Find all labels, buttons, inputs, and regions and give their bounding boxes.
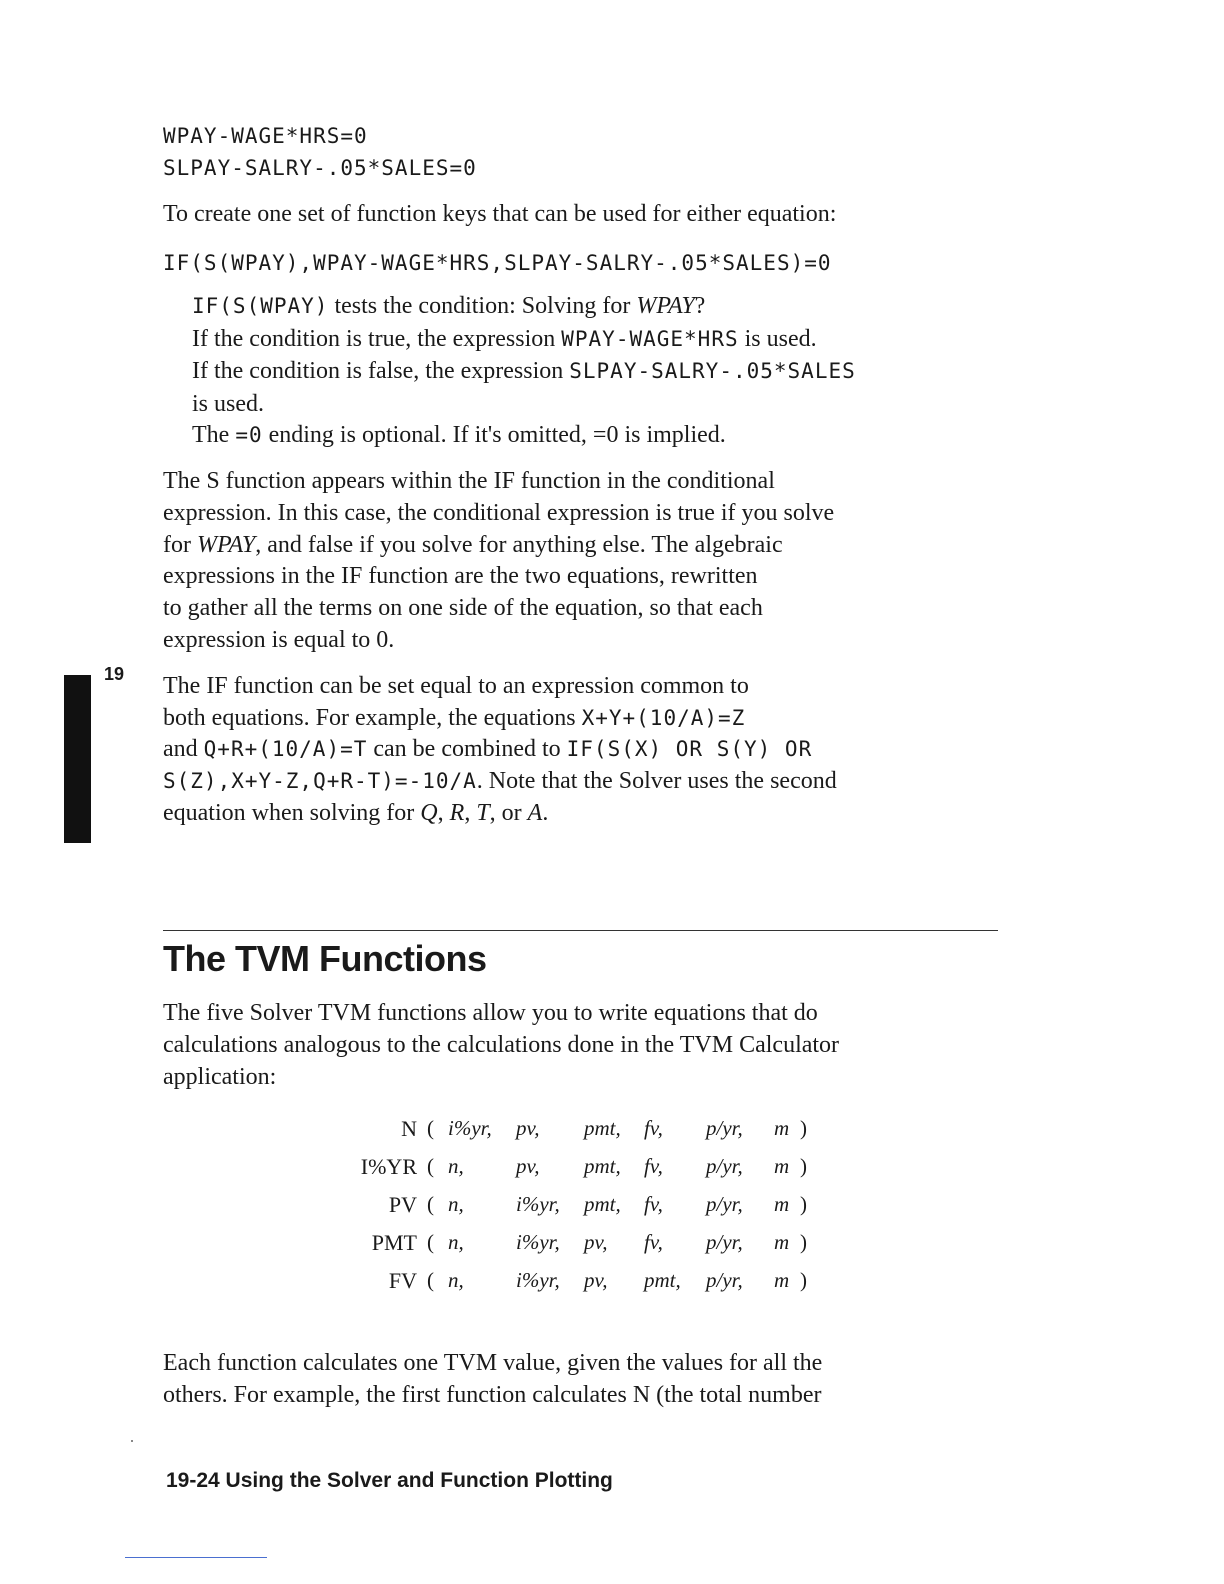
para1-line-1: The S function appears within the IF function in the conditional — [163, 468, 775, 494]
explain-code-2: WPAY-WAGE*HRS — [561, 327, 739, 351]
explain-code-5: =0 — [235, 423, 263, 447]
para2-line-2: both equations. For example, the equations X+Y+(10/A)=Z — [163, 705, 746, 731]
if-expression: IF(S(WPAY),WPAY-WAGE*HRS,SLPAY-SALRY-.05*SALES)=0 — [163, 251, 832, 275]
scan-speck — [131, 1440, 133, 1442]
chapter-number: 19 — [104, 664, 125, 684]
explain-line-4: is used. — [192, 391, 264, 417]
tvm-function-name: FV — [388, 1268, 417, 1293]
para4-line-1: Each function calculates one TVM value, given the values for all the — [163, 1350, 823, 1376]
para2-line-4: S(Z),X+Y-Z,Q+R-T)=-10/A. Note that the Solver uses the second — [163, 768, 837, 794]
explain-code-3: SLPAY-SALRY-.05*SALES — [569, 359, 856, 383]
para3-line-1: The five Solver TVM functions allow you to write equations that do — [163, 1000, 818, 1026]
para2-line-3: and Q+R+(10/A)=T can be combined to IF(S(X) OR S(Y) OR — [163, 736, 813, 762]
tvm-function-name: I%YR — [360, 1154, 417, 1179]
tvm-function-name: N — [401, 1116, 417, 1141]
section-title: The TVM Functions — [163, 938, 487, 979]
para3-line-2: calculations analogous to the calculations done in the TVM Calculator — [163, 1032, 840, 1058]
code-line-wpay: WPAY-WAGE*HRS=0 — [163, 124, 368, 148]
code-line-slpay: SLPAY-SALRY-.05*SALES=0 — [163, 156, 477, 180]
chapter-tab-marker — [64, 675, 91, 843]
para1-line-5: to gather all the terms on one side of the equation, so that each — [163, 595, 763, 621]
para2-line-5: equation when solving for Q, R, T, or A. — [163, 800, 549, 826]
para1-line-4: expressions in the IF function are the two equations, rewritten — [163, 563, 758, 589]
para3-line-3: application: — [163, 1064, 277, 1090]
var-wpay: WPAY — [636, 293, 695, 319]
bottom-rule — [125, 1557, 267, 1558]
para1-line-6: expression is equal to 0. — [163, 627, 395, 653]
explain-line-3: If the condition is false, the expression SLPAY-SALRY-.05*SALES — [192, 358, 856, 384]
para2-line-1: The IF function can be set equal to an expression common to — [163, 673, 749, 699]
page-footer: 19-24 Using the Solver and Function Plotting — [166, 1469, 613, 1492]
section-divider — [163, 930, 998, 931]
explain-line-1: IF(S(WPAY) tests the condition: Solving for WPAY? — [192, 293, 706, 319]
intro-text: To create one set of function keys that can be used for either equation: — [163, 201, 837, 227]
explain-line-5: The =0 ending is optional. If it's omitted, =0 is implied. — [192, 422, 726, 448]
tvm-function-name: PV — [388, 1192, 417, 1217]
tvm-function-name: PMT — [371, 1230, 417, 1255]
explain-line-2: If the condition is true, the expression WPAY-WAGE*HRS is used. — [192, 326, 817, 352]
para1-line-2: expression. In this case, the conditional expression is true if you solve — [163, 500, 835, 526]
para4-line-2: others. For example, the first function calculates N (the total number — [163, 1382, 822, 1408]
explain-code-1: IF(S(WPAY) — [192, 294, 329, 318]
para1-line-3: for WPAY, and false if you solve for anything else. The algebraic — [163, 532, 783, 558]
